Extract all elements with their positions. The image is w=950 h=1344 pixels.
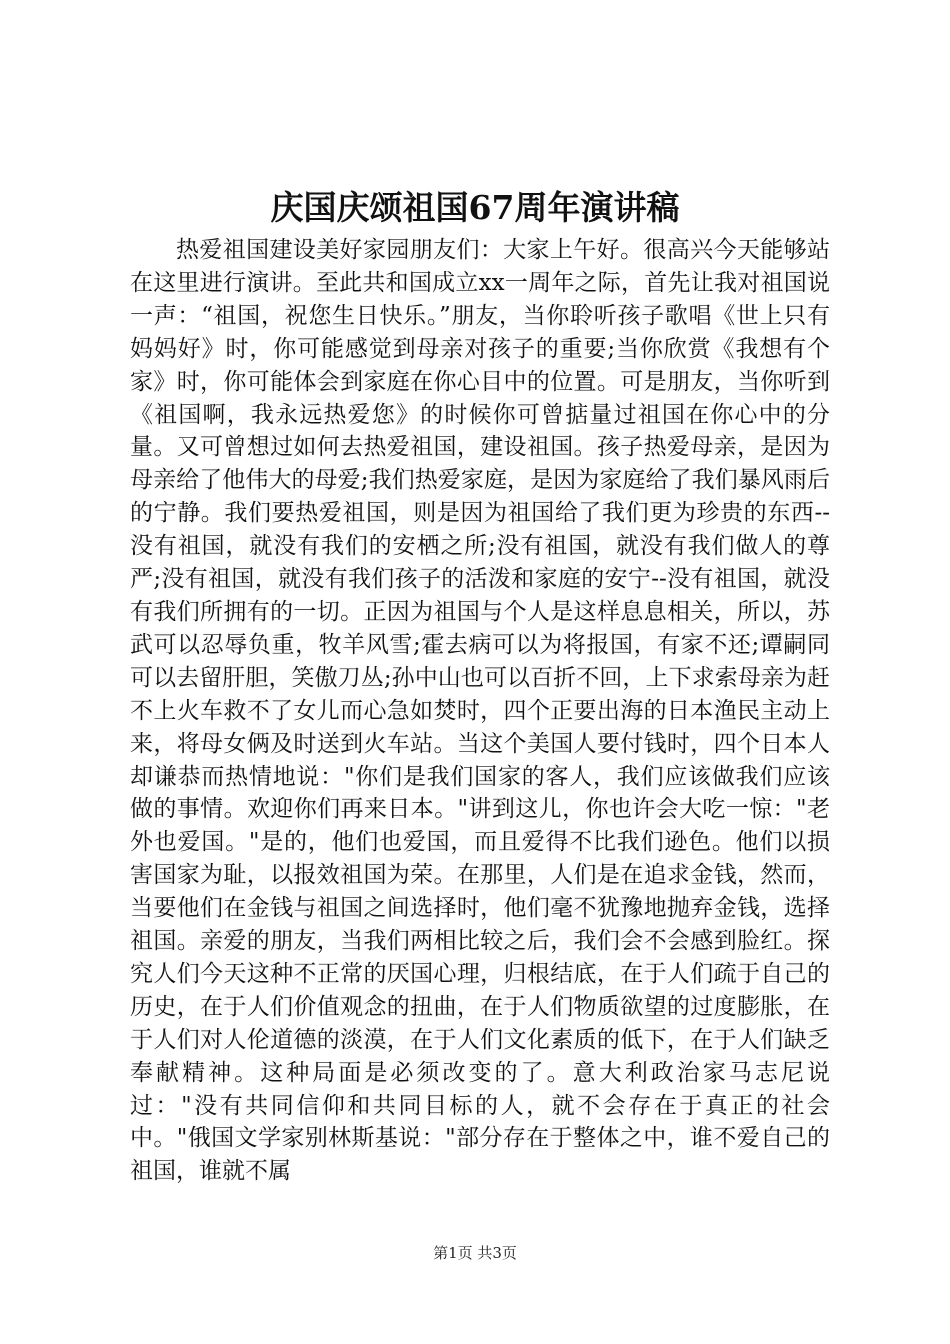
page-footer: 第1页 共3页: [433, 1244, 517, 1262]
body-paragraph: 热爱祖国建设美好家园朋友们：大家上午好。很高兴今天能够站在这里进行演讲。至此共和国成立xx一周年之际，首先让我对祖国说一声：“祖国，祝您生日快乐。”朋友，当你聆听孩子歌唱《世上只有妈妈好》时，你可能感觉到母亲对孩子的重要;当你欣赏《我想有个家》时，你可能体会到家庭在你心目中的位置。可是朋友，当你听到《祖国啊，我永远热爱您》的时候你可曾掂量过祖国在你心中的分量。又可曾想过如何去热爱祖国，建设祖国。孩子热爱母亲，是因为母亲给了他伟大的母爱;我们热爱家庭，是因为家庭给了我们暴风雨后的宁静。我们要热爱祖国，则是因为祖国给了我们更为珍贵的东西--没有祖国，就没有我们的安栖之所;没有祖国，就没有我们做人的尊严;没有祖国，就没有我们孩子的活泼和家庭的安宁--没有祖国，就没有我们所拥有的一切。正因为祖国与个人是这样息息相关，所以，苏武可以忍辱负重，牧羊风雪;霍去病可以为将报国，有家不还;谭嗣同可以去留肝胆，笑傲刀丛;孙中山也可以百折不回，上下求索母亲为赶不上火车救不了女儿而心急如焚时，四个正要出海的日本渔民主动上来，将母女俩及时送到火车站。当这个美国人要付钱时，四个日本人却谦恭而热情地说："你们是我们国家的客人，我们应该做我们应该做的事情。欢迎你们再来日本。"讲到这儿，你也许会大吃一惊："老外也爱国。"是的，他们也爱国，而且爱得不比我们逊色。他们以损害国家为耻，以报效祖国为荣。在那里，人们是在追求金钱，然而，当要他们在金钱与祖国之间选择时，他们毫不犹豫地抛弃金钱，选择祖国。亲爱的朋友，当我们两相比较之后，我们会不会感到脸红。探究人们今天这种不正常的厌国心理，归根结底，在于人们疏于自己的历史，在于人们价值观念的扭曲，在于人们物质欲望的过度膨胀，在于人们对人伦道德的淡漠，在于人们文化素质的低下，在于人们缺乏奉献精神。这种局面是必须改变的了。意大利政治家马志尼说过："没有共同信仰和共同目标的人，就不会存在于真正的社会中。"俄国文学家别林斯基说："部分存在于整体之中，谁不爱自己的祖国，谁就不属: [130, 237, 830, 1185]
document-body: [130, 234, 830, 1188]
document-title: 庆国庆颂祖国67周年演讲稿: [270, 188, 680, 227]
